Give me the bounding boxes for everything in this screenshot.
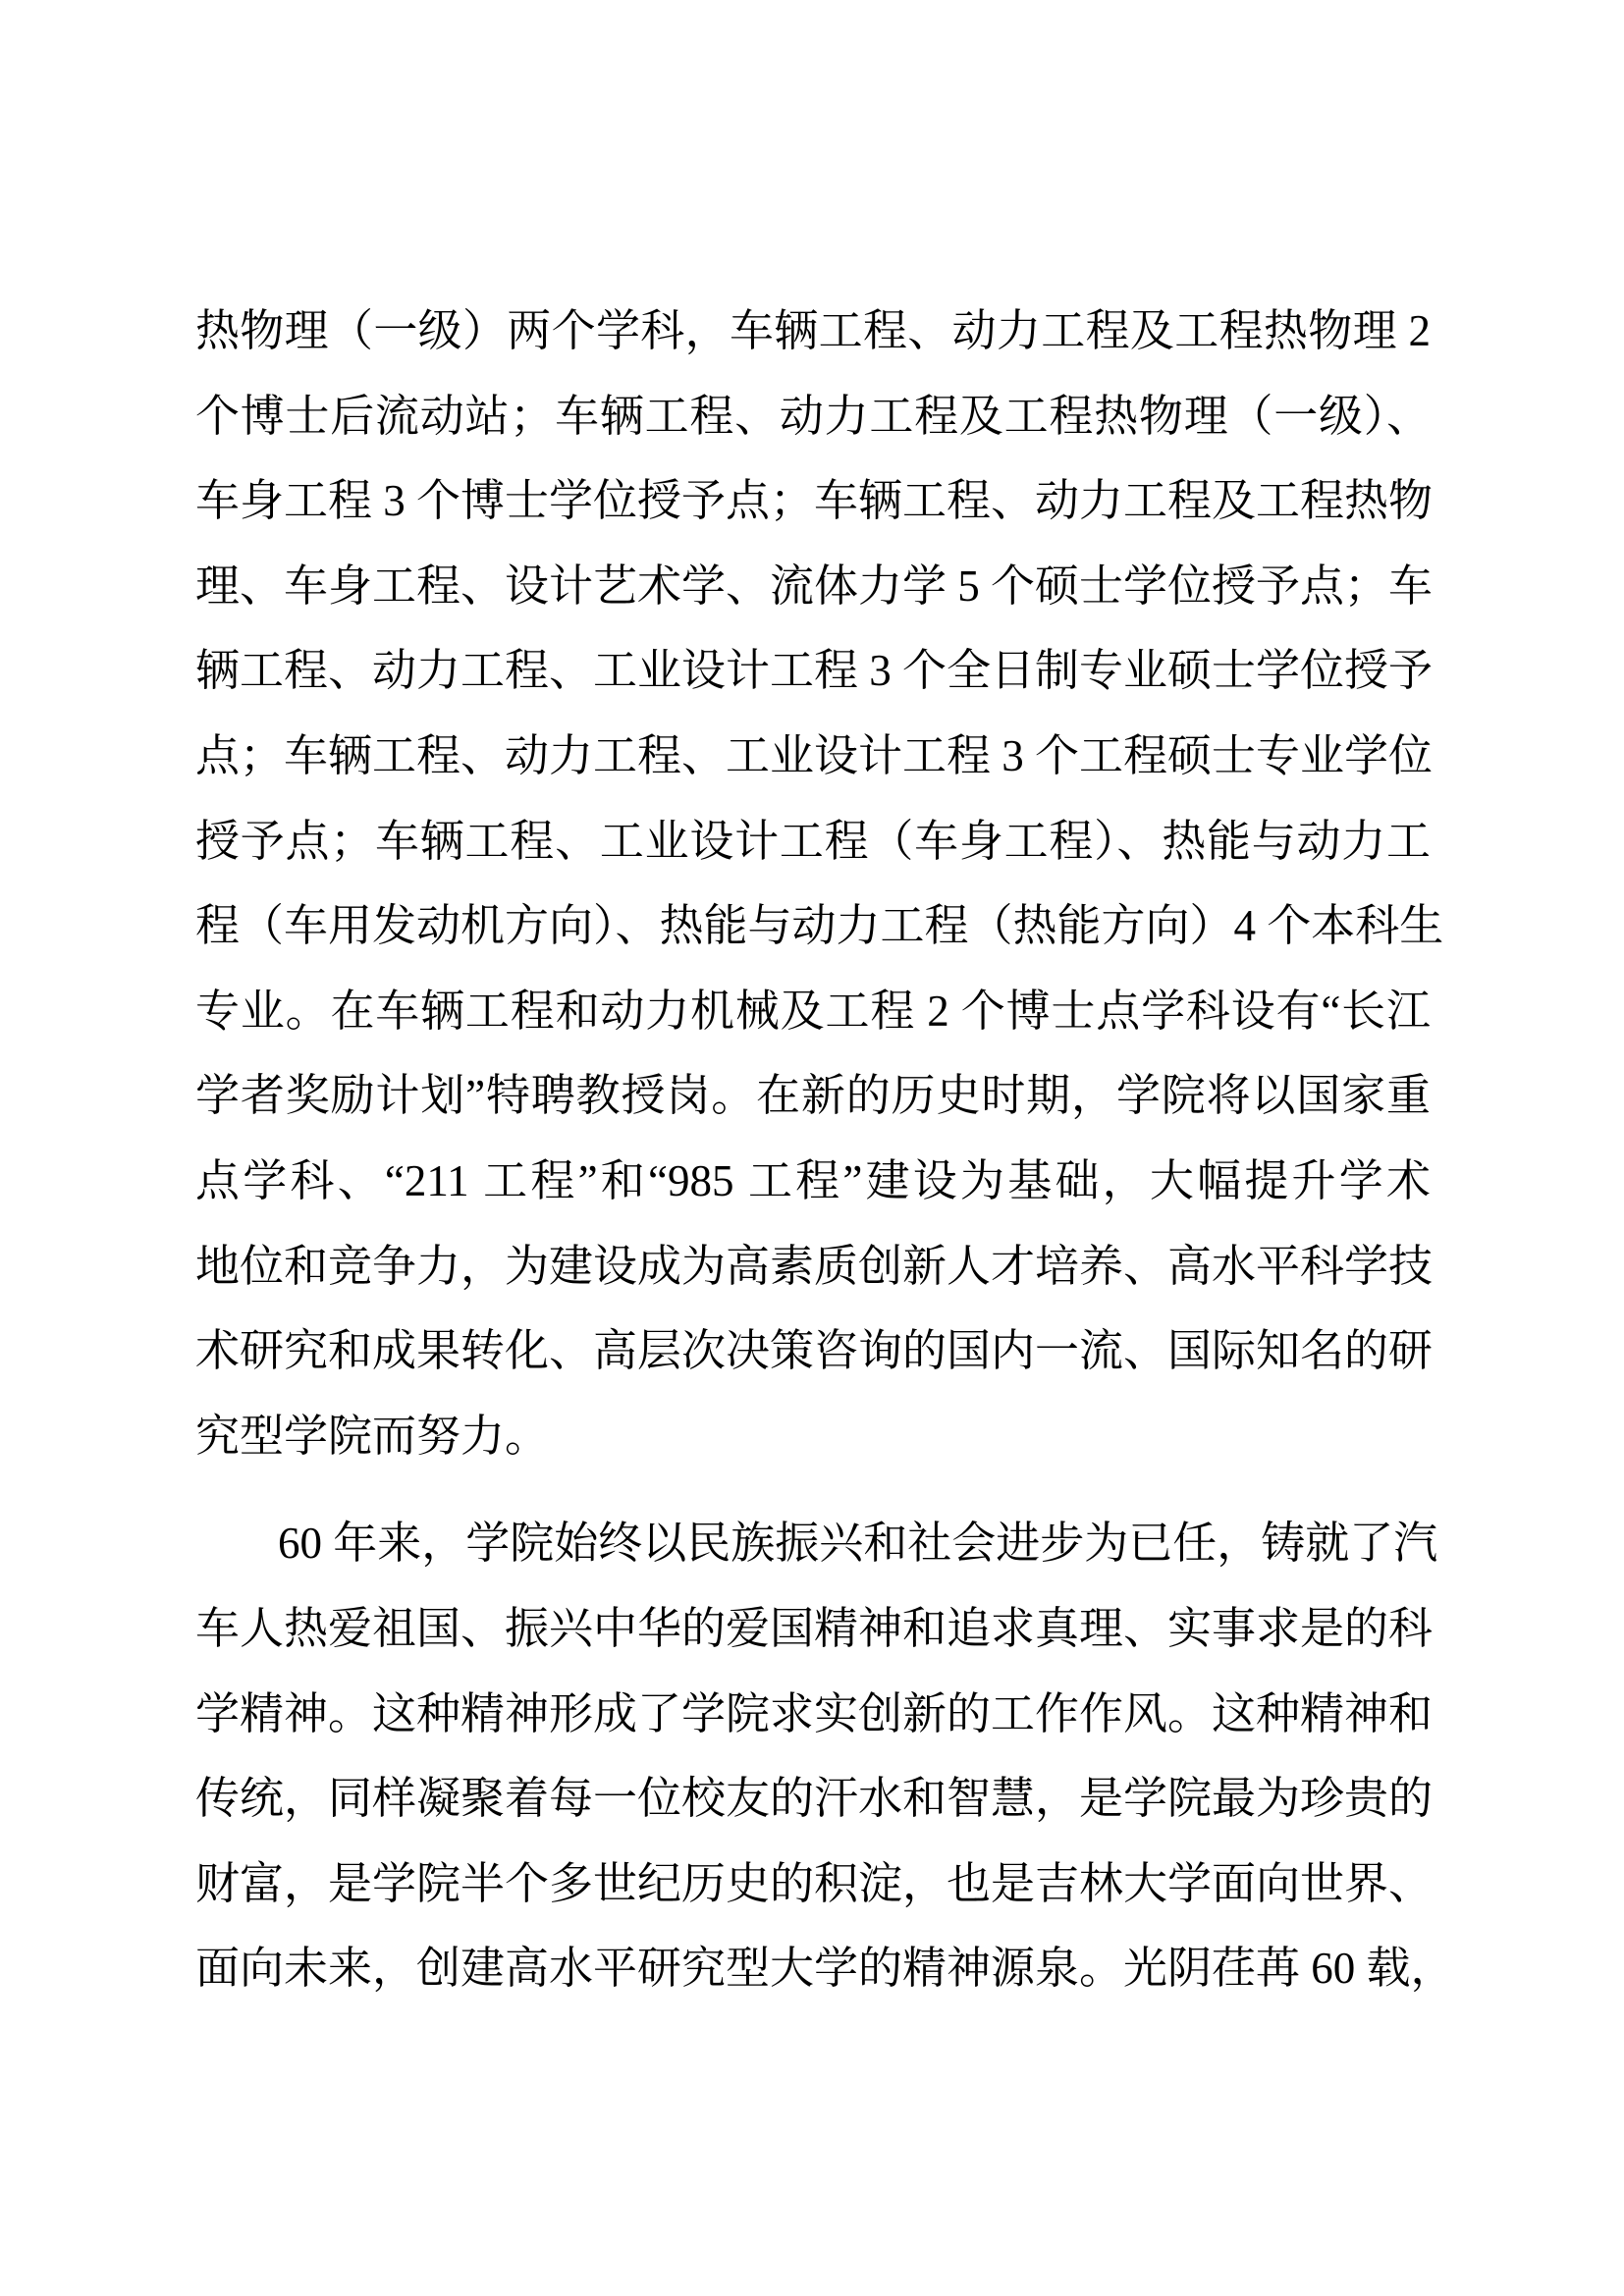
text-line: 车人热爱祖国、振兴中华的爱国精神和追求真理、实事求是的科 — [195, 1603, 1434, 1653]
text-line: 术研究和成果转化、高层次决策咨询的国内一流、国际知名的研 — [195, 1326, 1434, 1376]
text-line: 面向未来，创建高水平研究型大学的精神源泉。光阴荏苒 60 载， — [195, 1944, 1455, 1994]
text-line: 程（车用发动机方向）、热能与动力工程（热能方向）4 个本科生 — [195, 901, 1444, 951]
text-line: 学精神。这种精神形成了学院求实创新的工作作风。这种精神和 — [195, 1688, 1434, 1738]
text-line: 财富，是学院半个多世纪历史的积淀，也是吉林大学面向世界、 — [195, 1858, 1434, 1908]
text-line: 个博士后流动站；车辆工程、动力工程及工程热物理（一级）、 — [195, 391, 1431, 441]
text-line: 传统，同样凝聚着每一位校友的汗水和智慧，是学院最为珍贵的 — [195, 1774, 1434, 1824]
text-line: 学者奖励计划”特聘教授岗。在新的历史时期，学院将以国家重 — [195, 1071, 1431, 1121]
text-line: 点；车辆工程、动力工程、工业设计工程 3 个工程硕士专业学位 — [195, 730, 1434, 780]
text-line: 授予点；车辆工程、工业设计工程（车身工程）、热能与动力工 — [195, 816, 1431, 866]
text-line: 热物理（一级）两个学科，车辆工程、动力工程及工程热物理 2 — [195, 306, 1431, 355]
text-line: 点学科、“211 工程”和“985 工程”建设为基础，大幅提升学术 — [195, 1155, 1431, 1205]
text-block — [195, 289, 1455, 2011]
text-line: 专业。在车辆工程和动力机械及工程 2 个博士点学科设有“长江 — [195, 986, 1431, 1036]
text-line: 辆工程、动力工程、工业设计工程 3 个全日制专业硕士学位授予 — [195, 646, 1434, 696]
text-line: 地位和竞争力，为建设成为高素质创新人才培养、高水平科学技 — [195, 1241, 1434, 1291]
text-line-paragraph-start: 60 年来，学院始终以民族振兴和社会进步为已任，铸就了汽 — [278, 1519, 1438, 1569]
text-line: 车身工程 3 个博士学位授予点；车辆工程、动力工程及工程热物 — [195, 476, 1434, 526]
text-line: 理、车身工程、设计艺术学、流体力学 5 个硕士学位授予点；车 — [195, 561, 1434, 611]
text-line-paragraph-end: 究型学院而努力。 — [195, 1411, 550, 1461]
